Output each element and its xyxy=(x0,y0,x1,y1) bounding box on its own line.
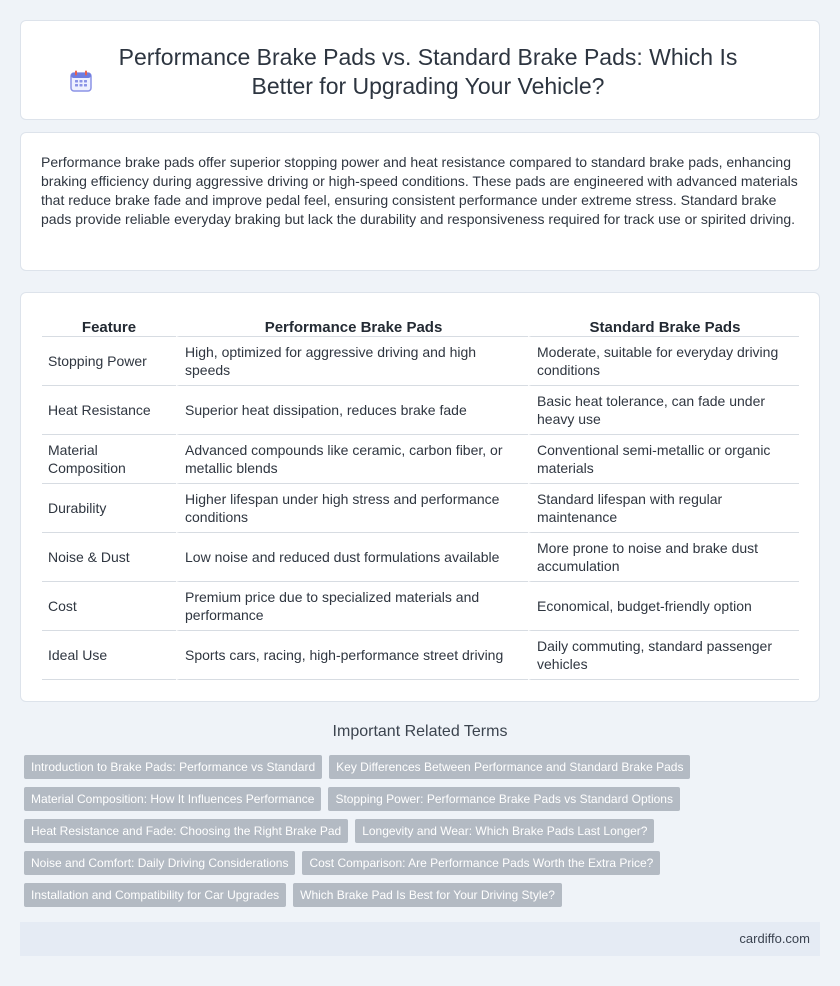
table-header-row xyxy=(42,312,799,337)
standard-cell: Conventional semi-metallic or organic materials xyxy=(528,435,799,484)
table-row xyxy=(42,484,799,533)
header-performance: Performance Brake Pads xyxy=(176,312,528,337)
related-terms-heading: Important Related Terms xyxy=(332,723,508,740)
table-row xyxy=(42,386,799,435)
related-term-tag[interactable]: Which Brake Pad Is Best for Your Driving Style? xyxy=(293,883,562,907)
related-term-tag[interactable]: Key Differences Between Performance and Standard Brake Pads xyxy=(329,755,690,779)
standard-cell: Moderate, suitable for everyday driving conditions xyxy=(528,337,799,386)
feature-cell: Ideal Use xyxy=(42,631,176,680)
related-term-tag[interactable]: Heat Resistance and Fade: Choosing the Right Brake Pad xyxy=(24,819,348,843)
performance-cell: Superior heat dissipation, reduces brake fade xyxy=(176,386,528,435)
table-row xyxy=(42,337,799,386)
table-row xyxy=(42,435,799,484)
related-term-tag[interactable]: Noise and Comfort: Daily Driving Considerations xyxy=(24,851,295,875)
table-row xyxy=(42,533,799,582)
related-term-tag[interactable]: Longevity and Wear: Which Brake Pads Last Longer? xyxy=(355,819,654,843)
tag-row xyxy=(24,819,724,843)
tag-row xyxy=(24,755,724,779)
tag-row xyxy=(24,883,724,907)
related-term-tag[interactable]: Stopping Power: Performance Brake Pads vs Standard Options xyxy=(328,787,680,811)
intro-card xyxy=(20,132,820,271)
table-row xyxy=(42,582,799,631)
performance-cell: Sports cars, racing, high-performance street driving xyxy=(176,631,528,680)
feature-cell: Cost xyxy=(42,582,176,631)
page-title: Performance Brake Pads vs. Standard Brake Pads: Which Is Better for Upgrading Your Vehicle? xyxy=(118,44,738,99)
standard-cell: Daily commuting, standard passenger vehicles xyxy=(528,631,799,680)
feature-cell: Heat Resistance xyxy=(42,386,176,435)
related-term-tag[interactable]: Installation and Compatibility for Car Upgrades xyxy=(24,883,286,907)
related-terms-list xyxy=(24,755,724,915)
feature-cell: Material Composition xyxy=(42,435,176,484)
footer xyxy=(20,922,820,956)
comparison-table xyxy=(42,312,799,680)
title-card xyxy=(20,20,820,120)
related-term-tag[interactable]: Cost Comparison: Are Performance Pads Worth the Extra Price? xyxy=(302,851,660,875)
comparison-card xyxy=(20,292,820,702)
performance-cell: Higher lifespan under high stress and performance conditions xyxy=(176,484,528,533)
feature-cell: Stopping Power xyxy=(42,337,176,386)
header-feature: Feature xyxy=(42,312,176,337)
intro-paragraph: Performance brake pads offer superior stopping power and heat resistance compared to standard brake pads, enhancing braking efficiency during aggressive driving or high-speed conditions. These pads are engineered with advanced materials that reduce brake fade and improve pedal feel, ensuring consistent performance under extreme stress. Standard brake pads provide reliable everyday braking but lack the durability and responsiveness required for track use or spirited driving. xyxy=(41,154,798,227)
standard-cell: Economical, budget-friendly option xyxy=(528,582,799,631)
performance-cell: High, optimized for aggressive driving and high speeds xyxy=(176,337,528,386)
header-standard: Standard Brake Pads xyxy=(528,312,799,337)
tag-row xyxy=(24,787,724,811)
standard-cell: More prone to noise and brake dust accumulation xyxy=(528,533,799,582)
feature-cell: Noise & Dust xyxy=(42,533,176,582)
related-term-tag[interactable]: Material Composition: How It Influences Performance xyxy=(24,787,321,811)
table-row xyxy=(42,631,799,680)
related-term-tag[interactable]: Introduction to Brake Pads: Performance vs Standard xyxy=(24,755,322,779)
performance-cell: Premium price due to specialized materials and performance xyxy=(176,582,528,631)
tag-row xyxy=(24,851,724,875)
performance-cell: Low noise and reduced dust formulations available xyxy=(176,533,528,582)
performance-cell: Advanced compounds like ceramic, carbon fiber, or metallic blends xyxy=(176,435,528,484)
feature-cell: Durability xyxy=(42,484,176,533)
standard-cell: Standard lifespan with regular maintenance xyxy=(528,484,799,533)
footer-site-link[interactable]: cardiffo.com xyxy=(739,931,810,946)
standard-cell: Basic heat tolerance, can fade under heavy use xyxy=(528,386,799,435)
